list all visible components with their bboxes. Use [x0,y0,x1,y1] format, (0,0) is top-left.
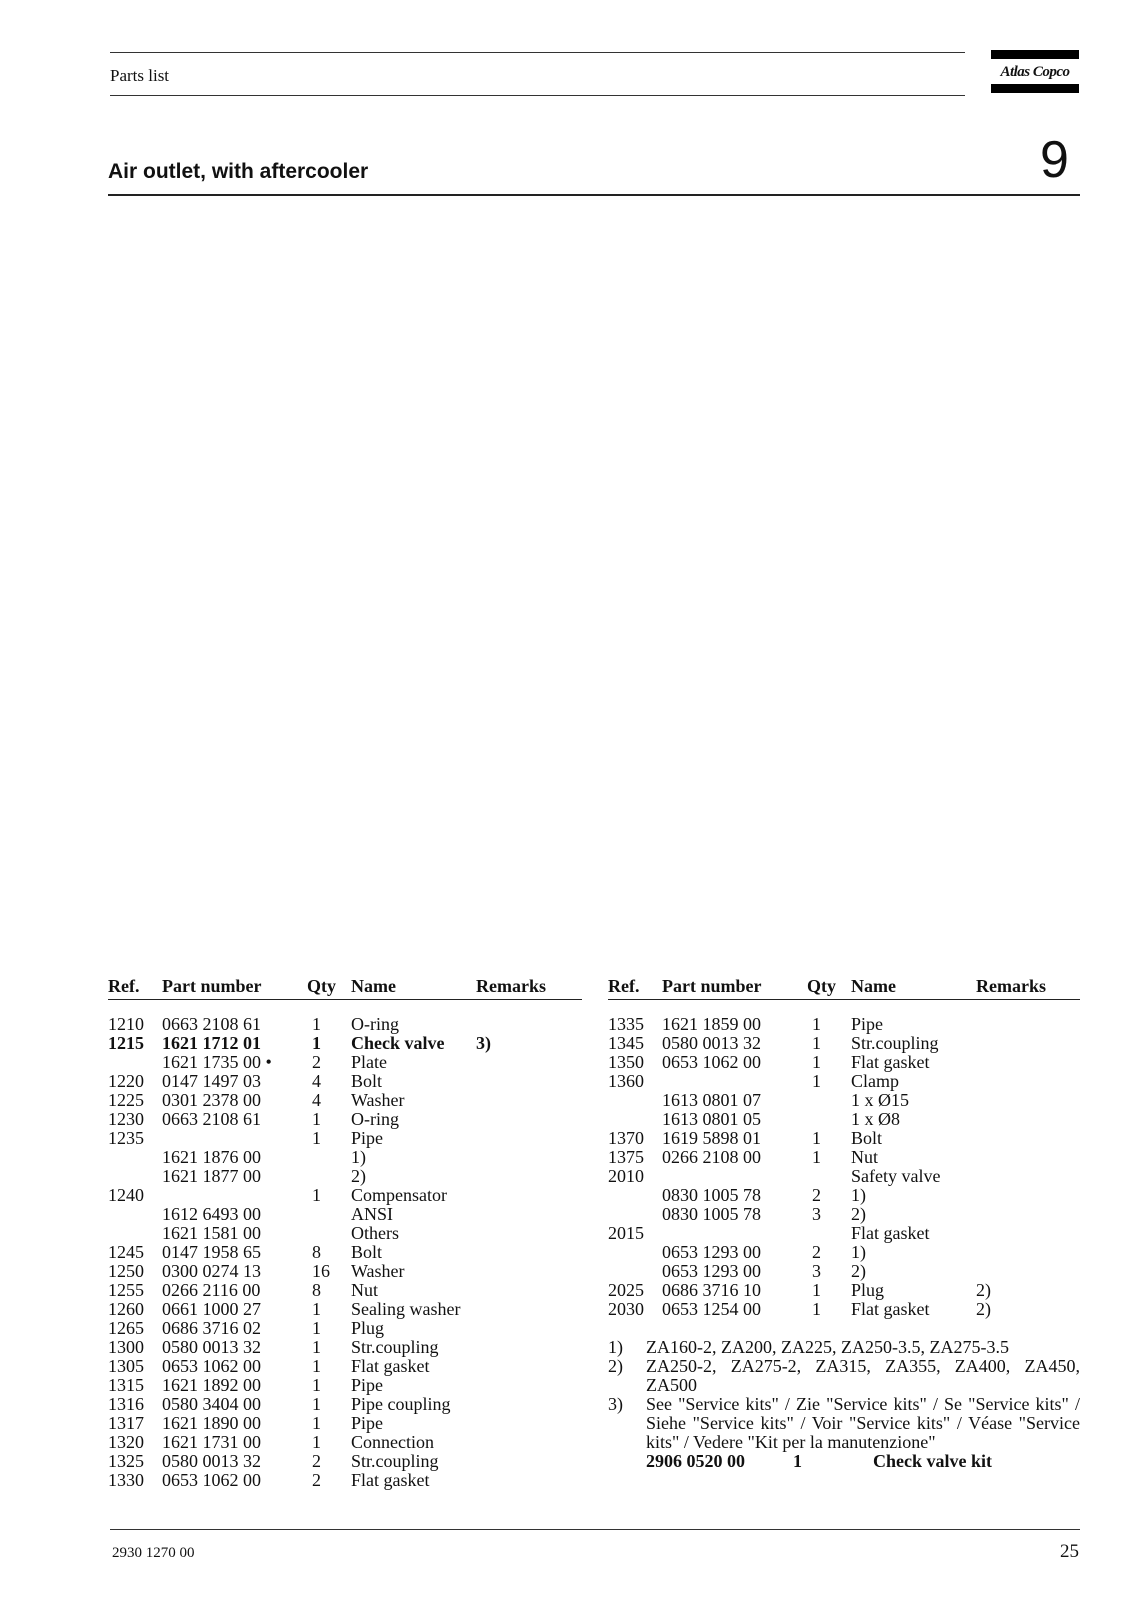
brand-logo [991,50,1079,94]
cell-qty: 1 [312,1128,321,1148]
cell-ref: 1316 [108,1394,144,1414]
footnote [608,1357,1080,1395]
cell-ref: 1265 [108,1318,144,1338]
table-row [608,1243,1080,1262]
footer-rule [110,1529,1080,1530]
cell-name: Plug [351,1318,385,1338]
check-valve-kit-row [608,1452,1080,1471]
cell-qty: 1 [812,1128,821,1148]
col-ref: Ref. [108,976,140,996]
cell-ref: 1330 [108,1470,144,1490]
cell-qty: 1 [312,1413,321,1433]
footnote [608,1395,1080,1452]
cell-name: Washer [351,1261,405,1281]
cell-name: Str.coupling [351,1451,439,1471]
table-row [608,1015,1080,1034]
table-row [108,1319,582,1338]
cell-ref: 1300 [108,1337,144,1357]
cell-name: 2) [351,1166,366,1186]
cell-name: Str.coupling [851,1033,939,1053]
cell-ref: 1345 [608,1033,644,1053]
cell-name: 2) [851,1204,866,1224]
cell-ref: 1225 [108,1090,144,1110]
cell-qty: 1 [812,1280,821,1300]
cell-name: Washer [351,1090,405,1110]
cell-part-number: 0686 3716 10 [662,1280,761,1300]
col-part-number: Part number [662,976,762,996]
cell-part-number: 1613 0801 07 [662,1090,761,1110]
cell-part-number: 1621 1890 00 [162,1413,261,1433]
cell-qty: 2 [312,1451,321,1471]
cell-qty: 2 [312,1470,321,1490]
table-row [608,1091,1080,1110]
col-remarks: Remarks [476,976,546,996]
col-part-number: Part number [162,976,262,996]
col-name: Name [851,976,896,996]
cell-ref: 2015 [608,1223,644,1243]
cell-qty: 1 [812,1033,821,1053]
table-row [608,1110,1080,1129]
table-row [108,1186,582,1205]
cell-ref: 1305 [108,1356,144,1376]
cell-part-number: 0147 1497 03 [162,1071,261,1091]
cell-name: Str.coupling [351,1337,439,1357]
document-number: 2930 1270 00 [112,1545,195,1561]
table-row [108,1338,582,1357]
cell-part-number: 0663 2108 61 [162,1109,261,1129]
table-header [608,974,1080,1000]
kit-qty: 1 [793,1451,802,1471]
table-row [108,1110,582,1129]
cell-qty: 1 [312,1356,321,1376]
section-label: Parts list [110,66,170,85]
cell-part-number: 0580 3404 00 [162,1394,261,1414]
logo-text: Atlas Copco [1000,64,1070,80]
cell-qty: 1 [812,1071,821,1091]
table-row [108,1034,582,1053]
cell-name: Sealing washer [351,1299,461,1319]
kit-name: Check valve kit [873,1451,992,1471]
cell-ref: 1335 [608,1014,644,1034]
cell-remarks: 2) [976,1280,991,1300]
cell-name: 1) [851,1242,866,1262]
table-row [108,1243,582,1262]
table-row [108,1072,582,1091]
cell-name: Pipe [851,1014,884,1034]
col-qty: Qty [307,976,336,996]
logo-bar-bottom [991,84,1079,93]
cell-qty: 3 [812,1261,821,1281]
cell-ref: 2030 [608,1299,644,1319]
cell-part-number: 1621 1877 00 [162,1166,261,1186]
cell-qty: 1 [312,1109,321,1129]
cell-name: 2) [851,1261,866,1281]
table-row [108,1015,582,1034]
footnote-number: 2) [608,1356,623,1376]
cell-name: Pipe [351,1375,384,1395]
cell-remarks: 2) [976,1299,991,1319]
cell-qty: 1 [312,1318,321,1338]
cell-part-number: 0580 0013 32 [162,1337,261,1357]
cell-name: Bolt [351,1071,383,1091]
table-row [108,1224,582,1243]
cell-ref: 1370 [608,1128,644,1148]
cell-name: 1) [351,1147,366,1167]
cell-name: O-ring [351,1014,399,1034]
cell-part-number: 0663 2108 61 [162,1014,261,1034]
cell-part-number: 0653 1293 00 [662,1242,761,1262]
cell-ref: 1317 [108,1413,144,1433]
header-rule-bottom [110,95,965,96]
cell-qty: 1 [812,1147,821,1167]
cell-name: Flat gasket [851,1223,930,1243]
cell-part-number: 0147 1958 65 [162,1242,261,1262]
logo-bar-top [991,50,1079,59]
cell-name: O-ring [351,1109,399,1129]
cell-qty: 2 [312,1052,321,1072]
cell-ref: 2025 [608,1280,644,1300]
cell-part-number: 0653 1293 00 [662,1261,761,1281]
cell-ref: 1235 [108,1128,144,1148]
cell-part-number: 0653 1254 00 [662,1299,761,1319]
cell-qty: 4 [312,1090,321,1110]
table-row [608,1262,1080,1281]
cell-ref: 1220 [108,1071,144,1091]
cell-ref: 1210 [108,1014,144,1034]
cell-name: Flat gasket [351,1470,430,1490]
cell-part-number: 0300 0274 13 [162,1261,261,1281]
cell-part-number: 1621 1892 00 [162,1375,261,1395]
footnote-text: ZA250-2, ZA275-2, ZA315, ZA355, ZA400, ZA450, ZA500 [646,1356,1080,1395]
cell-ref: 1375 [608,1147,644,1167]
parts-table-right [608,974,1080,1319]
cell-name: Bolt [851,1128,883,1148]
cell-ref: 1315 [108,1375,144,1395]
cell-qty: 2 [812,1185,821,1205]
cell-ref: 1350 [608,1052,644,1072]
table-row [608,1281,1080,1300]
cell-part-number: 1621 1712 01 [162,1033,261,1053]
cell-part-number: 0653 1062 00 [162,1356,261,1376]
cell-qty: 1 [812,1052,821,1072]
cell-ref: 1325 [108,1451,144,1471]
table-row [108,1376,582,1395]
table-row [108,1471,582,1490]
cell-name: Nut [351,1280,378,1300]
cell-name: Compensator [351,1185,447,1205]
cell-name: Pipe coupling [351,1394,451,1414]
table-row [608,1205,1080,1224]
cell-ref: 1240 [108,1185,144,1205]
cell-qty: 1 [812,1299,821,1319]
cell-name: Plate [351,1052,387,1072]
cell-name: Others [351,1223,399,1243]
cell-ref: 1250 [108,1261,144,1281]
table-header [108,974,582,1000]
table-row [108,1452,582,1471]
table-row [108,1395,582,1414]
cell-part-number: 0266 2116 00 [162,1280,261,1300]
cell-qty: 1 [312,1394,321,1414]
footnotes [608,1338,1080,1471]
table-row [608,1053,1080,1072]
table-row [608,1300,1080,1319]
title-rule [108,194,1080,196]
cell-qty: 1 [812,1014,821,1034]
col-qty: Qty [807,976,836,996]
cell-part-number: 1621 1731 00 [162,1432,261,1452]
cell-name: Flat gasket [351,1356,430,1376]
cell-part-number: 1621 1735 00 • [162,1052,272,1072]
page-number: 25 [1060,1541,1079,1562]
table-row [108,1262,582,1281]
table-row [608,1072,1080,1091]
footnote-number: 1) [608,1337,623,1357]
cell-ref: 1260 [108,1299,144,1319]
footnote-text: See "Service kits" / Zie "Service kits" / Se "Service kits" / Siehe "Service kits" / Voir "Service kits" / Véase "Service kits" / Vedere "Kit per la manutenzione" [646,1394,1080,1452]
cell-qty: 3 [812,1204,821,1224]
cell-qty: 1 [312,1299,321,1319]
cell-name: Bolt [351,1242,383,1262]
table-row [608,1167,1080,1186]
cell-ref: 1360 [608,1071,644,1091]
cell-part-number: 1621 1876 00 [162,1147,261,1167]
cell-name: Clamp [851,1071,899,1091]
table-body [108,1015,582,1490]
cell-part-number: 1613 0801 05 [662,1109,761,1129]
cell-part-number: 0580 0013 32 [162,1451,261,1471]
cell-ref: 1320 [108,1432,144,1452]
table-row [608,1034,1080,1053]
cell-remarks: 3) [476,1033,491,1053]
footnote-text: ZA160-2, ZA200, ZA225, ZA250-3.5, ZA275-3.5 [646,1337,1009,1357]
table-row [108,1091,582,1110]
cell-qty: 1 [312,1014,321,1034]
cell-qty: 8 [312,1242,321,1262]
cell-part-number: 1621 1581 00 [162,1223,261,1243]
table-row [108,1433,582,1452]
footnote [608,1338,1080,1357]
cell-part-number: 1612 6493 00 [162,1204,261,1224]
cell-qty: 16 [312,1261,330,1281]
cell-name: ANSI [351,1204,394,1224]
col-remarks: Remarks [976,976,1046,996]
cell-qty: 1 [312,1375,321,1395]
cell-part-number: 0661 1000 27 [162,1299,261,1319]
cell-part-number: 0266 2108 00 [662,1147,761,1167]
page-title: Air outlet, with aftercooler [108,160,369,183]
cell-name: 1 x Ø8 [851,1109,900,1129]
cell-qty: 8 [312,1280,321,1300]
cell-qty: 1 [312,1432,321,1452]
cell-part-number: 0580 0013 32 [662,1033,761,1053]
cell-name: Connection [351,1432,434,1452]
cell-part-number: 0830 1005 78 [662,1185,761,1205]
cell-qty: 2 [812,1242,821,1262]
parts-table-left [108,974,582,1490]
cell-name: Flat gasket [851,1052,930,1072]
table-row [108,1281,582,1300]
cell-qty: 1 [312,1033,321,1053]
cell-ref: 1230 [108,1109,144,1129]
table-row [608,1186,1080,1205]
cell-name: Safety valve [851,1166,941,1186]
cell-name: Nut [851,1147,878,1167]
table-row [108,1167,582,1186]
cell-qty: 1 [312,1337,321,1357]
cell-ref: 1215 [108,1033,144,1053]
table-row [108,1357,582,1376]
cell-part-number: 0686 3716 02 [162,1318,261,1338]
cell-name: Plug [851,1280,885,1300]
cell-name: 1 x Ø15 [851,1090,909,1110]
cell-part-number: 0653 1062 00 [162,1470,261,1490]
table-body [608,1015,1080,1319]
cell-name: Check valve [351,1033,445,1053]
cell-name: Flat gasket [851,1299,930,1319]
cell-part-number: 1621 1859 00 [662,1014,761,1034]
table-row [108,1205,582,1224]
table-row [108,1300,582,1319]
footnote-number: 3) [608,1394,623,1414]
col-name: Name [351,976,396,996]
cell-ref: 2010 [608,1166,644,1186]
header-rule-top [110,52,965,53]
cell-part-number: 0830 1005 78 [662,1204,761,1224]
cell-qty: 4 [312,1071,321,1091]
chapter-number: 9 [1040,131,1069,189]
table-row [108,1148,582,1167]
cell-name: 1) [851,1185,866,1205]
kit-part-number: 2906 0520 00 [646,1451,745,1471]
table-row [608,1224,1080,1243]
cell-part-number: 0653 1062 00 [662,1052,761,1072]
table-row [608,1129,1080,1148]
cell-name: Pipe [351,1128,384,1148]
cell-qty: 1 [312,1185,321,1205]
col-ref: Ref. [608,976,640,996]
cell-part-number: 1619 5898 01 [662,1128,761,1148]
table-row [608,1148,1080,1167]
cell-part-number: 0301 2378 00 [162,1090,261,1110]
table-row [108,1053,582,1072]
table-row [108,1414,582,1433]
cell-ref: 1255 [108,1280,144,1300]
cell-ref: 1245 [108,1242,144,1262]
cell-name: Pipe [351,1413,384,1433]
table-row [108,1129,582,1148]
